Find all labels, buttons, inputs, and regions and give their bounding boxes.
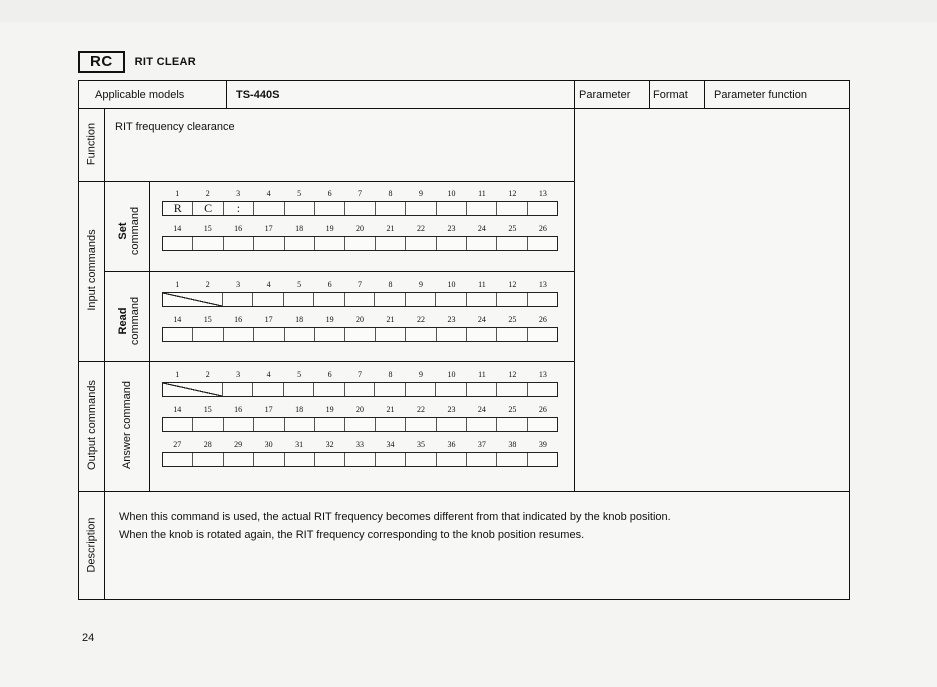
set-cell: :	[224, 202, 254, 215]
model-column-divider	[226, 81, 227, 108]
read-row1-numbers: 1 2 3 4 5 6 7 8 9 10 11 12 13	[175, 280, 547, 289]
format-column-divider	[649, 81, 650, 108]
parameter-header: Parameter	[579, 89, 631, 101]
set-cell	[345, 202, 375, 215]
page-number: 24	[82, 632, 95, 644]
applicable-models-label: Applicable models	[95, 89, 185, 101]
answer-row2-cells	[162, 417, 558, 432]
set-cell	[437, 202, 467, 215]
set-cell	[406, 202, 436, 215]
command-sheet	[78, 80, 850, 600]
command-header	[78, 50, 196, 74]
set-cell: R	[163, 202, 193, 215]
set-cell	[315, 202, 345, 215]
not-used-slash	[163, 383, 223, 396]
answer-row3-cells	[162, 452, 558, 467]
function-column-divider	[704, 81, 705, 108]
parameter-function-header: Parameter function	[714, 89, 807, 101]
description-label: Description	[85, 517, 98, 573]
not-used-slash	[163, 293, 223, 306]
set-row2-numbers: 14 15 16 17 18 19 20 21 22 23 24 25 26	[173, 224, 547, 233]
set-cell	[376, 202, 406, 215]
set-row1-numbers: 1 2 3 4 5 6 7 8 9 10 11 12 13	[175, 189, 547, 198]
set-command-label: Set command	[117, 206, 141, 256]
answer-row2-numbers: 14 15 16 17 18 19 20 21 22 23 24 25 26	[173, 405, 547, 414]
model-name: TS-440S	[236, 89, 280, 101]
read-command-label: Read command	[117, 296, 141, 346]
command-name: RIT CLEAR	[134, 56, 197, 68]
answer-row3-numbers: 27 28 29 30 31 32 33 34 35 36 37 38 39	[173, 440, 547, 449]
output-divider	[79, 491, 849, 492]
read-row2-numbers: 14 15 16 17 18 19 20 21 22 23 24 25 26	[173, 315, 547, 324]
format-header: Format	[653, 89, 688, 101]
parameter-column-divider	[574, 81, 575, 491]
set-cell	[254, 202, 284, 215]
description-text	[119, 508, 671, 544]
answer-command-label: Answer command	[121, 380, 133, 470]
read-row2-cells	[162, 327, 558, 342]
set-row2-cells	[162, 236, 558, 251]
header-divider	[79, 108, 849, 109]
description-line-1: When this command is used, the actual RIT frequency becomes different from that indicated by the knob position.	[119, 511, 671, 523]
set-row1-cells	[162, 201, 558, 216]
set-cell	[285, 202, 315, 215]
command-code: RC	[78, 51, 125, 73]
output-commands-label: Output commands	[86, 380, 98, 470]
function-text: RIT frequency clearance	[115, 121, 235, 133]
subcommand-column	[149, 181, 150, 491]
input-divider	[79, 361, 575, 362]
description-line-2: When the knob is rotated again, the RIT frequency corresponding to the knob position resumes.	[119, 529, 585, 541]
answer-row1-numbers: 1 2 3 4 5 6 7 8 9 10 11 12 13	[175, 370, 547, 379]
set-cell	[528, 202, 557, 215]
function-label: Function	[85, 122, 98, 166]
input-commands-label: Input commands	[86, 229, 98, 311]
function-divider	[79, 181, 575, 182]
answer-row1-cells	[162, 382, 558, 397]
set-cell: C	[193, 202, 223, 215]
set-cell	[497, 202, 527, 215]
read-row1-cells	[162, 292, 558, 307]
page-top-margin	[0, 0, 937, 22]
set-read-divider	[104, 271, 575, 272]
set-cell	[467, 202, 497, 215]
